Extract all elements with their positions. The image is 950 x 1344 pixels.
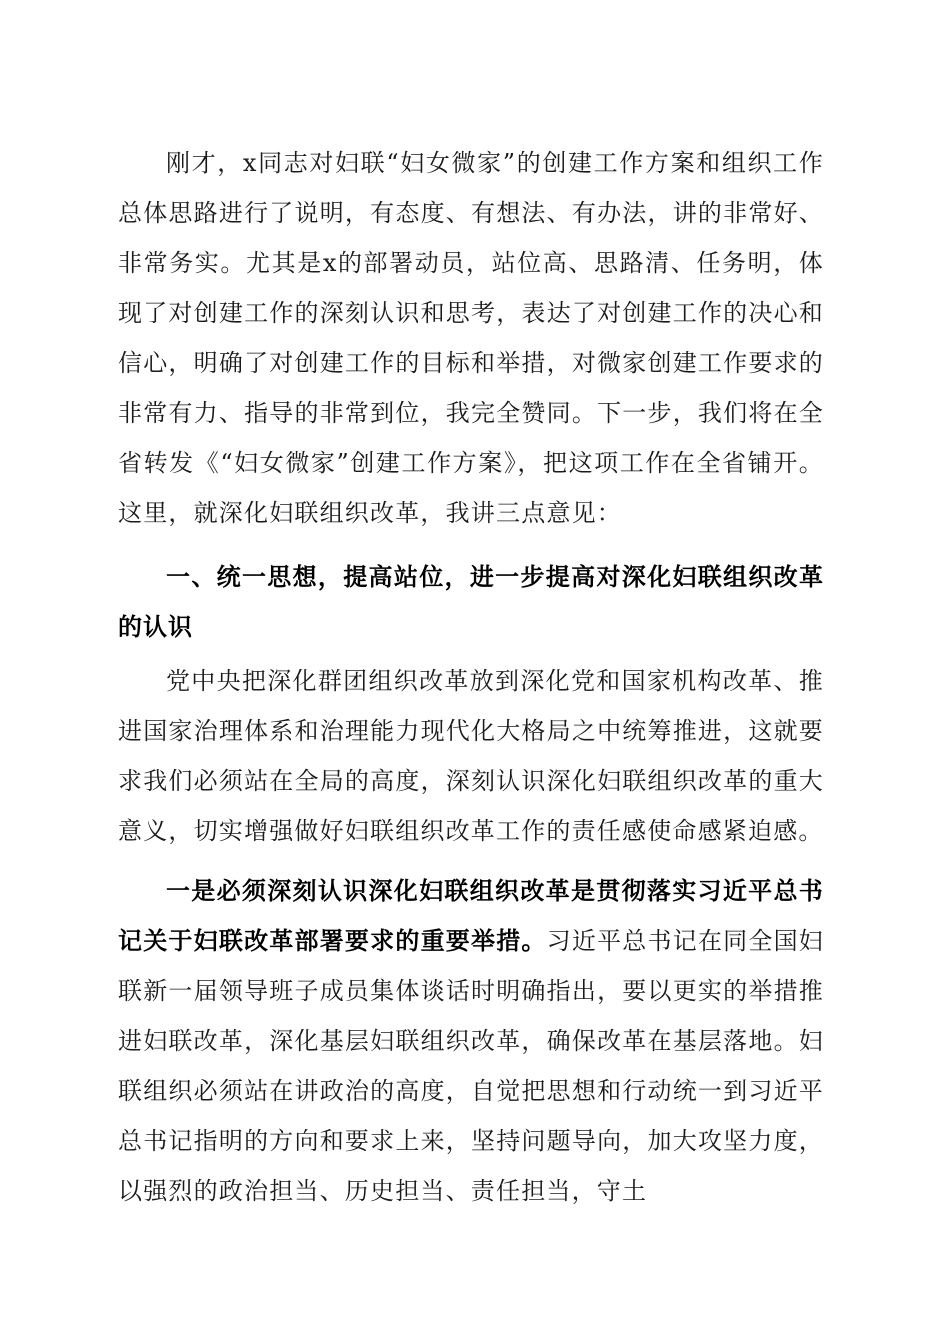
point-1-body: 习近平总书记在同全国妇联新一届领导班子成员集体谈话时明确指出，要以更实的举措推进妇联改革，深化基层妇联组织改革，确保改革在基层落地。妇联组织必须站在讲政治的高度，自觉把思想和行动统一到习近平总书记指明的方向和要求上来，坚持问题导向，加大攻坚力度，以强烈的政治担当、历史担当、责任担当，守土 [118, 927, 825, 1205]
point-1-lead: 一是必须深刻认识深化妇联组织改革是贯彻落实习近平总书记关于妇联改革部署要求的重要举措。 [118, 876, 824, 955]
document-body [118, 138, 824, 1216]
point-1-paragraph [118, 866, 824, 1216]
section-1-heading: 一、统一思想，提高站位，进一步提高对深化妇联组织改革的认识 [118, 563, 824, 641]
intro-paragraph: 刚才，x同志对妇联“妇女微家”的创建工作方案和组织工作总体思路进行了说明，有态度、有想法、有办法，讲的非常好、非常务实。尤其是x的部署动员，站位高、思路清、任务明，体现了对创建工作的深刻认识和思考，表达了对创建工作的决心和信心，明确了对创建工作的目标和举措，对微家创建工作要求的非常有力、指导的非常到位，我完全赞同。下一步，我们将在全省转发《“妇女微家”创建工作方案》，把这项工作在全省铺开。这里，就深化妇联组织改革，我讲三点意见： [118, 149, 824, 527]
section-1-paragraph: 党中央把深化群团组织改革放到深化党和国家机构改革、推进国家治理体系和治理能力现代化大格局之中统筹推进，这就要求我们必须站在全局的高度，深刻认识深化妇联组织改革的重大意义，切实增强做好妇联组织改革工作的责任感使命感紧迫感。 [118, 667, 824, 845]
